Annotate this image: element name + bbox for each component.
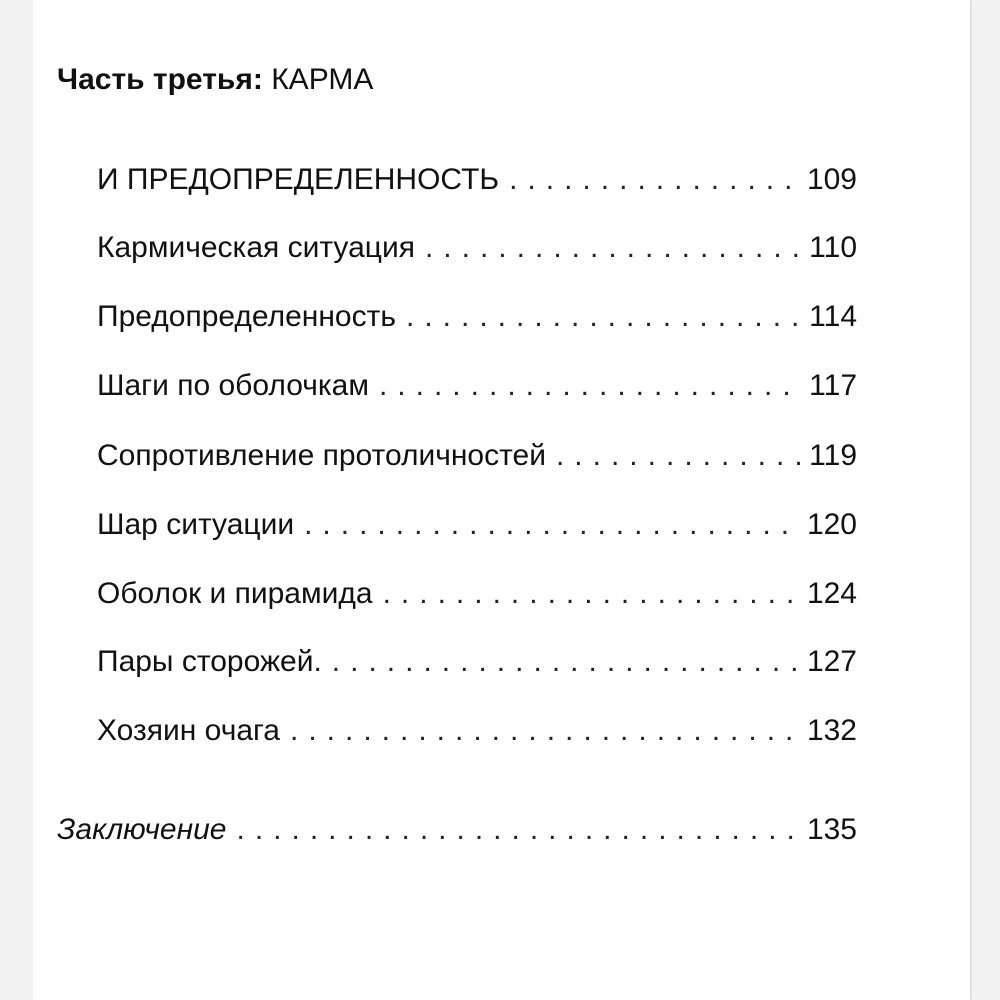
toc-entry-page: 110 xyxy=(809,231,857,264)
toc-entry-label: Хозяин очага xyxy=(97,714,280,747)
toc-entry-page: 119 xyxy=(809,439,857,472)
toc-entry xyxy=(97,711,857,751)
toc-entry xyxy=(97,297,857,337)
toc-conclusion-page: 135 xyxy=(806,813,857,846)
toc-entry-page: 124 xyxy=(806,577,857,610)
dot-leader xyxy=(556,436,803,476)
part-heading xyxy=(57,60,373,100)
toc-entry-label: Кармическая ситуация xyxy=(97,231,415,264)
toc-entry xyxy=(97,436,857,476)
toc-entry-label: Оболок и пирамида xyxy=(97,577,373,610)
dot-leader xyxy=(406,297,803,337)
toc-entry xyxy=(97,228,857,268)
toc-entry-page: 117 xyxy=(809,369,857,402)
toc-entry-label: Пары сторожей. xyxy=(97,645,322,678)
book-page xyxy=(33,0,970,1000)
toc-entry-page: 120 xyxy=(806,508,857,541)
dot-leader xyxy=(379,366,803,406)
dot-leader xyxy=(425,228,803,268)
dot-leader xyxy=(383,574,801,614)
toc-entry xyxy=(97,366,857,406)
toc-entry-label: Сопротивление протоличностей xyxy=(97,439,546,472)
toc-conclusion-label: Заключение xyxy=(57,813,227,846)
toc-entry-label: Шар ситуации xyxy=(97,508,295,541)
dot-leader xyxy=(509,160,801,200)
toc-entry-page: 109 xyxy=(806,163,857,196)
toc-entry-page: 114 xyxy=(809,300,857,333)
toc-entry xyxy=(97,574,857,614)
toc-conclusion xyxy=(57,810,857,850)
dot-leader xyxy=(290,711,801,751)
dot-leader xyxy=(332,642,801,682)
part-heading-title: КАРМА xyxy=(271,63,374,96)
dot-leader xyxy=(236,810,800,850)
toc-entry-page: 132 xyxy=(806,714,857,747)
toc-entry xyxy=(97,642,857,682)
toc-entry-page: 127 xyxy=(806,645,857,678)
toc-entry-label: И ПРЕДОПРЕДЕЛЕННОСТЬ xyxy=(97,163,500,196)
toc-entry xyxy=(97,160,857,200)
toc-entry xyxy=(97,505,857,545)
part-heading-prefix: Часть третья: xyxy=(57,63,263,96)
dot-leader xyxy=(304,505,801,545)
toc-entry-label: Предопределенность xyxy=(97,300,396,333)
toc-entry-label: Шаги по оболочкам xyxy=(97,369,369,402)
